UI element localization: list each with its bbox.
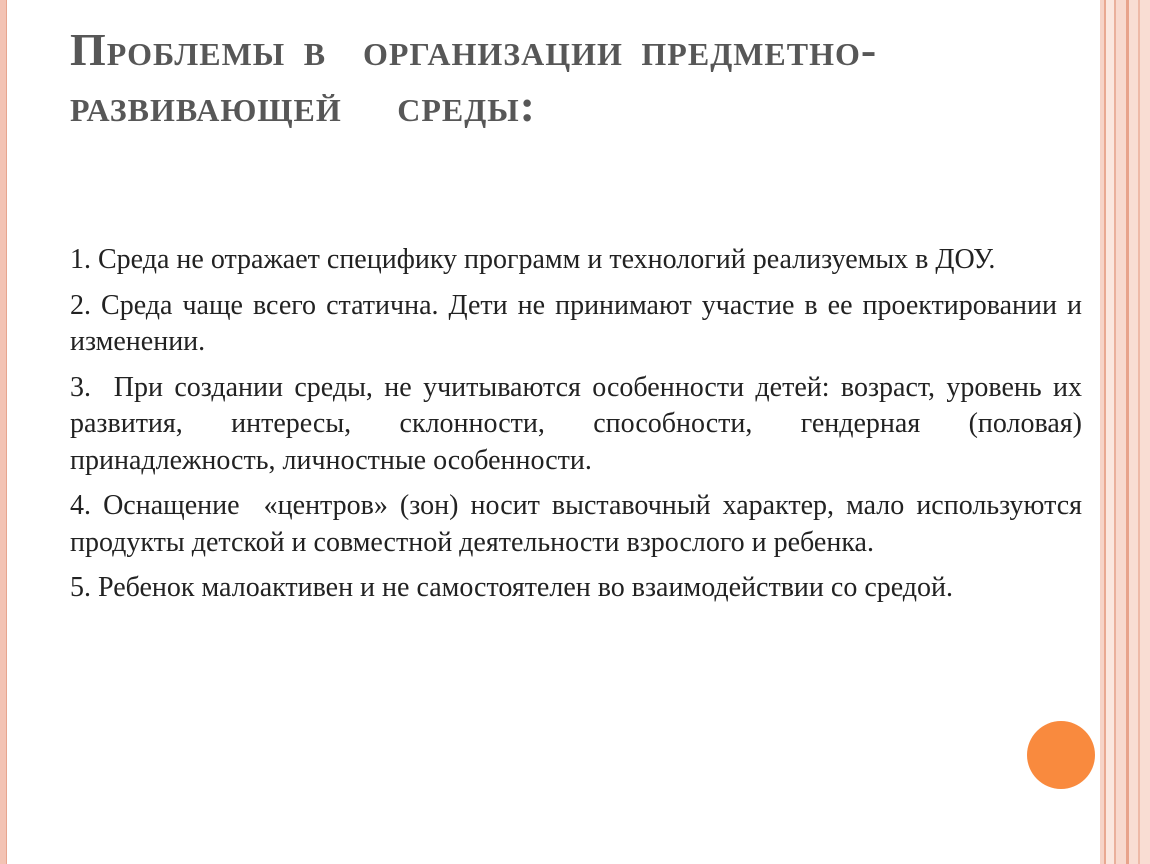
right-border-stripe bbox=[1138, 0, 1140, 864]
problem-list bbox=[70, 242, 1089, 616]
list-item: 2. Среда чаще всего статична. Дети не принимают участие в ее проектировании и изменении. bbox=[70, 289, 1089, 357]
list-item: 3. При создании среды, не учитываются особенности детей: возраст, уровень их развития, интересы, склонности, способности, гендерная (половая) принадлежность, личностные особенности. bbox=[70, 371, 1089, 476]
slide-title: Проблемы в организации предметно-развивающей среды: bbox=[70, 24, 878, 131]
list-item: 4. Оснащение «центров» (зон) носит выставочный характер, мало используются продукты детской и совместной деятельности взрослого и ребенка. bbox=[70, 490, 1089, 558]
list-item: 1. Среда не отражает специфику программ и технологий реализуемых в ДОУ. bbox=[70, 244, 996, 275]
orange-circle-decoration bbox=[1027, 721, 1095, 789]
right-border-stripe bbox=[1106, 0, 1114, 864]
list-item: 5. Ребенок малоактивен и не самостоятелен во взаимодействии со средой. bbox=[70, 572, 954, 603]
right-border-stripe bbox=[1116, 0, 1126, 864]
left-border-line bbox=[6, 0, 7, 864]
